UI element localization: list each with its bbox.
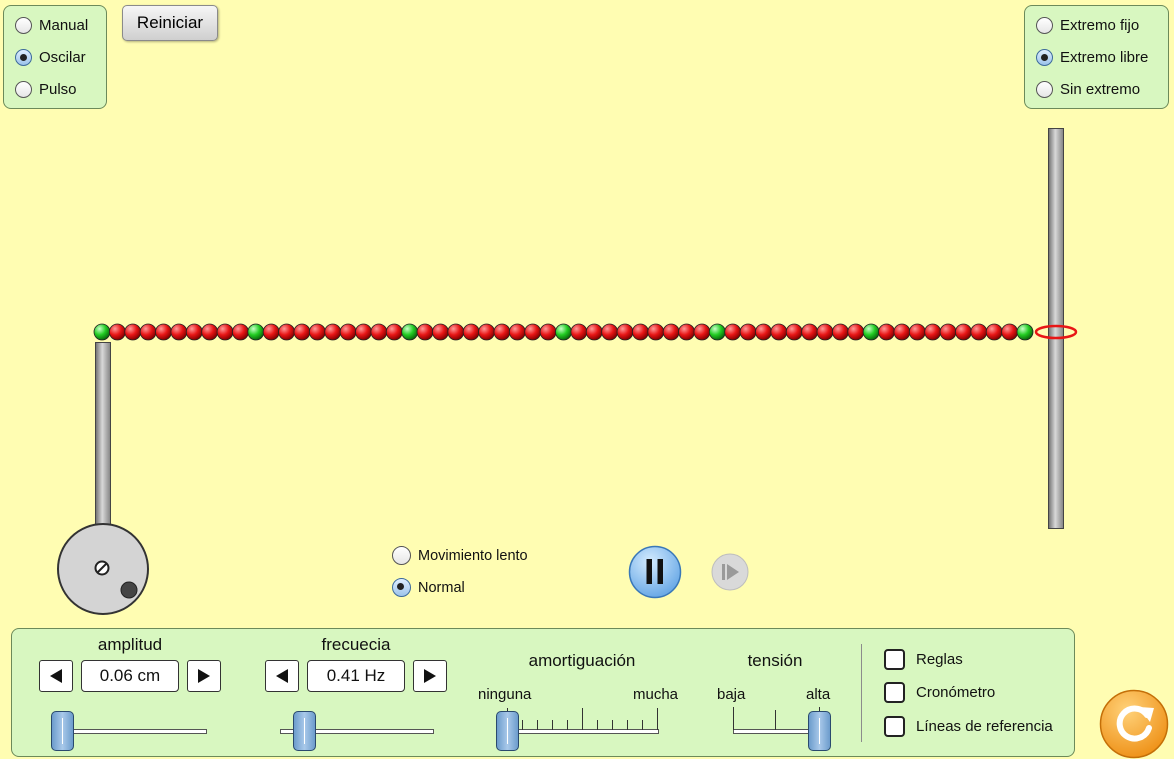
bead: [479, 324, 495, 340]
reference-bead: [1017, 324, 1033, 340]
bead: [186, 324, 202, 340]
oscillator-post: [95, 342, 111, 528]
step-button[interactable]: [711, 553, 751, 591]
bead: [156, 324, 172, 340]
damping-max-label: mucha: [633, 686, 679, 703]
bead: [848, 324, 864, 340]
reset-button[interactable]: Reiniciar: [122, 5, 218, 41]
amplitude-title: amplitud: [97, 635, 163, 654]
bead: [832, 324, 848, 340]
bead: [356, 324, 372, 340]
radio-button[interactable]: [1036, 17, 1053, 34]
end-type-panel: [1024, 5, 1169, 109]
damping-title: amortiguación: [528, 651, 636, 670]
radio-button[interactable]: [15, 49, 32, 66]
frequency-value: 0.41 Hz: [307, 660, 405, 692]
bead: [1002, 324, 1018, 340]
bead: [586, 324, 602, 340]
speed-option-normal[interactable]: [392, 578, 465, 597]
bead: [771, 324, 787, 340]
bead: [140, 324, 156, 340]
frequency-title: frecuecia: [321, 635, 391, 654]
option-label: Reglas: [916, 651, 963, 668]
damping-tick: [522, 720, 523, 730]
bead: [417, 324, 433, 340]
checkbox[interactable]: [884, 649, 905, 670]
damping-tick: [537, 720, 538, 730]
bead: [925, 324, 941, 340]
end-option-fixed[interactable]: [1036, 17, 1139, 34]
reference-bead: [556, 324, 572, 340]
damping-tick: [612, 720, 613, 730]
option-label: Cronómetro: [916, 684, 996, 701]
bead: [740, 324, 756, 340]
end-option-label: Extremo fijo: [1060, 17, 1140, 34]
bead: [971, 324, 987, 340]
amplitude-value: 0.06 cm: [81, 660, 179, 692]
bead: [679, 324, 695, 340]
checkbox[interactable]: [884, 716, 905, 737]
reference-bead: [709, 324, 725, 340]
tension-title: tensión: [747, 651, 803, 670]
tension-max-label: alta: [806, 686, 831, 703]
wave-string: [0, 300, 1174, 365]
bead: [279, 324, 295, 340]
reset-all-button[interactable]: [1099, 689, 1169, 759]
bead: [294, 324, 310, 340]
bead: [802, 324, 818, 340]
reference-bead: [248, 324, 264, 340]
mode-option-manual[interactable]: [15, 17, 88, 34]
frequency-slider-thumb[interactable]: [293, 711, 316, 751]
bead: [817, 324, 833, 340]
tension-slider-thumb[interactable]: [808, 711, 831, 751]
bead: [632, 324, 648, 340]
bead: [202, 324, 218, 340]
mode-option-oscillate[interactable]: [15, 49, 86, 66]
radio-button[interactable]: [392, 546, 411, 565]
damping-tick: [567, 720, 568, 730]
pause-button[interactable]: [628, 545, 682, 599]
bead: [448, 324, 464, 340]
reference-bead: [863, 324, 879, 340]
bead: [940, 324, 956, 340]
option-reference-lines[interactable]: [884, 716, 1053, 737]
mode-option-label: Pulso: [39, 81, 77, 98]
bead: [371, 324, 387, 340]
end-option-loose[interactable]: [1036, 49, 1148, 66]
panel-divider: [861, 644, 862, 742]
option-label: Líneas de referencia: [916, 718, 1053, 735]
bead: [755, 324, 771, 340]
arrow-left-icon: [273, 667, 291, 685]
bead: [325, 324, 341, 340]
radio-button[interactable]: [1036, 81, 1053, 98]
bead: [571, 324, 587, 340]
bead: [509, 324, 525, 340]
damping-tick: [552, 720, 553, 730]
tension-tick: [775, 710, 776, 730]
radio-button[interactable]: [1036, 49, 1053, 66]
wrench-icon: [96, 562, 109, 575]
damping-tick: [597, 720, 598, 730]
end-option-none[interactable]: [1036, 81, 1140, 98]
bead: [525, 324, 541, 340]
speed-option-label: Normal: [418, 579, 465, 596]
bead: [894, 324, 910, 340]
damping-tick: [627, 720, 628, 730]
arrow-left-icon: [47, 667, 65, 685]
bead: [232, 324, 248, 340]
amplitude-slider-thumb[interactable]: [51, 711, 74, 751]
frequency-decrease-button[interactable]: [265, 660, 299, 692]
bead: [171, 324, 187, 340]
arrow-right-icon: [421, 667, 439, 685]
bead: [494, 324, 510, 340]
bead: [879, 324, 895, 340]
radio-button[interactable]: [15, 17, 32, 34]
end-option-label: Extremo libre: [1060, 49, 1149, 66]
option-rulers[interactable]: [884, 649, 963, 670]
radio-button[interactable]: [392, 578, 411, 597]
bead: [463, 324, 479, 340]
damping-slider-thumb[interactable]: [496, 711, 519, 751]
mode-option-label: Manual: [39, 17, 89, 34]
tension-tick: [733, 707, 734, 730]
end-option-label: Sin extremo: [1060, 81, 1141, 98]
speed-option-label: Movimiento lento: [418, 547, 528, 564]
bead: [263, 324, 279, 340]
bead: [648, 324, 664, 340]
checkbox[interactable]: [884, 682, 905, 703]
mode-option-pulse[interactable]: [15, 81, 77, 98]
bead: [540, 324, 556, 340]
mode-option-label: Oscilar: [39, 49, 86, 66]
bead: [125, 324, 141, 340]
option-timer[interactable]: [884, 682, 995, 703]
amplitude-decrease-button[interactable]: [39, 660, 73, 692]
bead: [386, 324, 402, 340]
wheel-knob: [121, 582, 137, 598]
reference-bead: [94, 324, 110, 340]
bead: [955, 324, 971, 340]
bead: [694, 324, 710, 340]
bead: [432, 324, 448, 340]
radio-button[interactable]: [15, 81, 32, 98]
bead: [340, 324, 356, 340]
damping-tick: [642, 720, 643, 730]
damping-slider-track[interactable]: [507, 729, 659, 734]
oscillator-wheel: [55, 521, 151, 617]
reference-bead: [402, 324, 418, 340]
bead: [786, 324, 802, 340]
bead: [909, 324, 925, 340]
damping-min-label: ninguna: [478, 686, 532, 703]
damping-tick: [657, 708, 658, 730]
tension-min-label: baja: [717, 686, 746, 703]
arrow-right-icon: [195, 667, 213, 685]
bead: [309, 324, 325, 340]
frequency-increase-button[interactable]: [413, 660, 447, 692]
end-ring[interactable]: [1036, 326, 1076, 338]
amplitude-increase-button[interactable]: [187, 660, 221, 692]
damping-tick: [582, 708, 583, 730]
bead: [109, 324, 125, 340]
amplitude-slider-track[interactable]: [61, 729, 207, 734]
bead: [217, 324, 233, 340]
bead: [617, 324, 633, 340]
speed-option-slow[interactable]: [392, 546, 528, 565]
bead: [986, 324, 1002, 340]
bead: [602, 324, 618, 340]
mode-panel: [3, 5, 107, 109]
bead: [725, 324, 741, 340]
bead: [663, 324, 679, 340]
